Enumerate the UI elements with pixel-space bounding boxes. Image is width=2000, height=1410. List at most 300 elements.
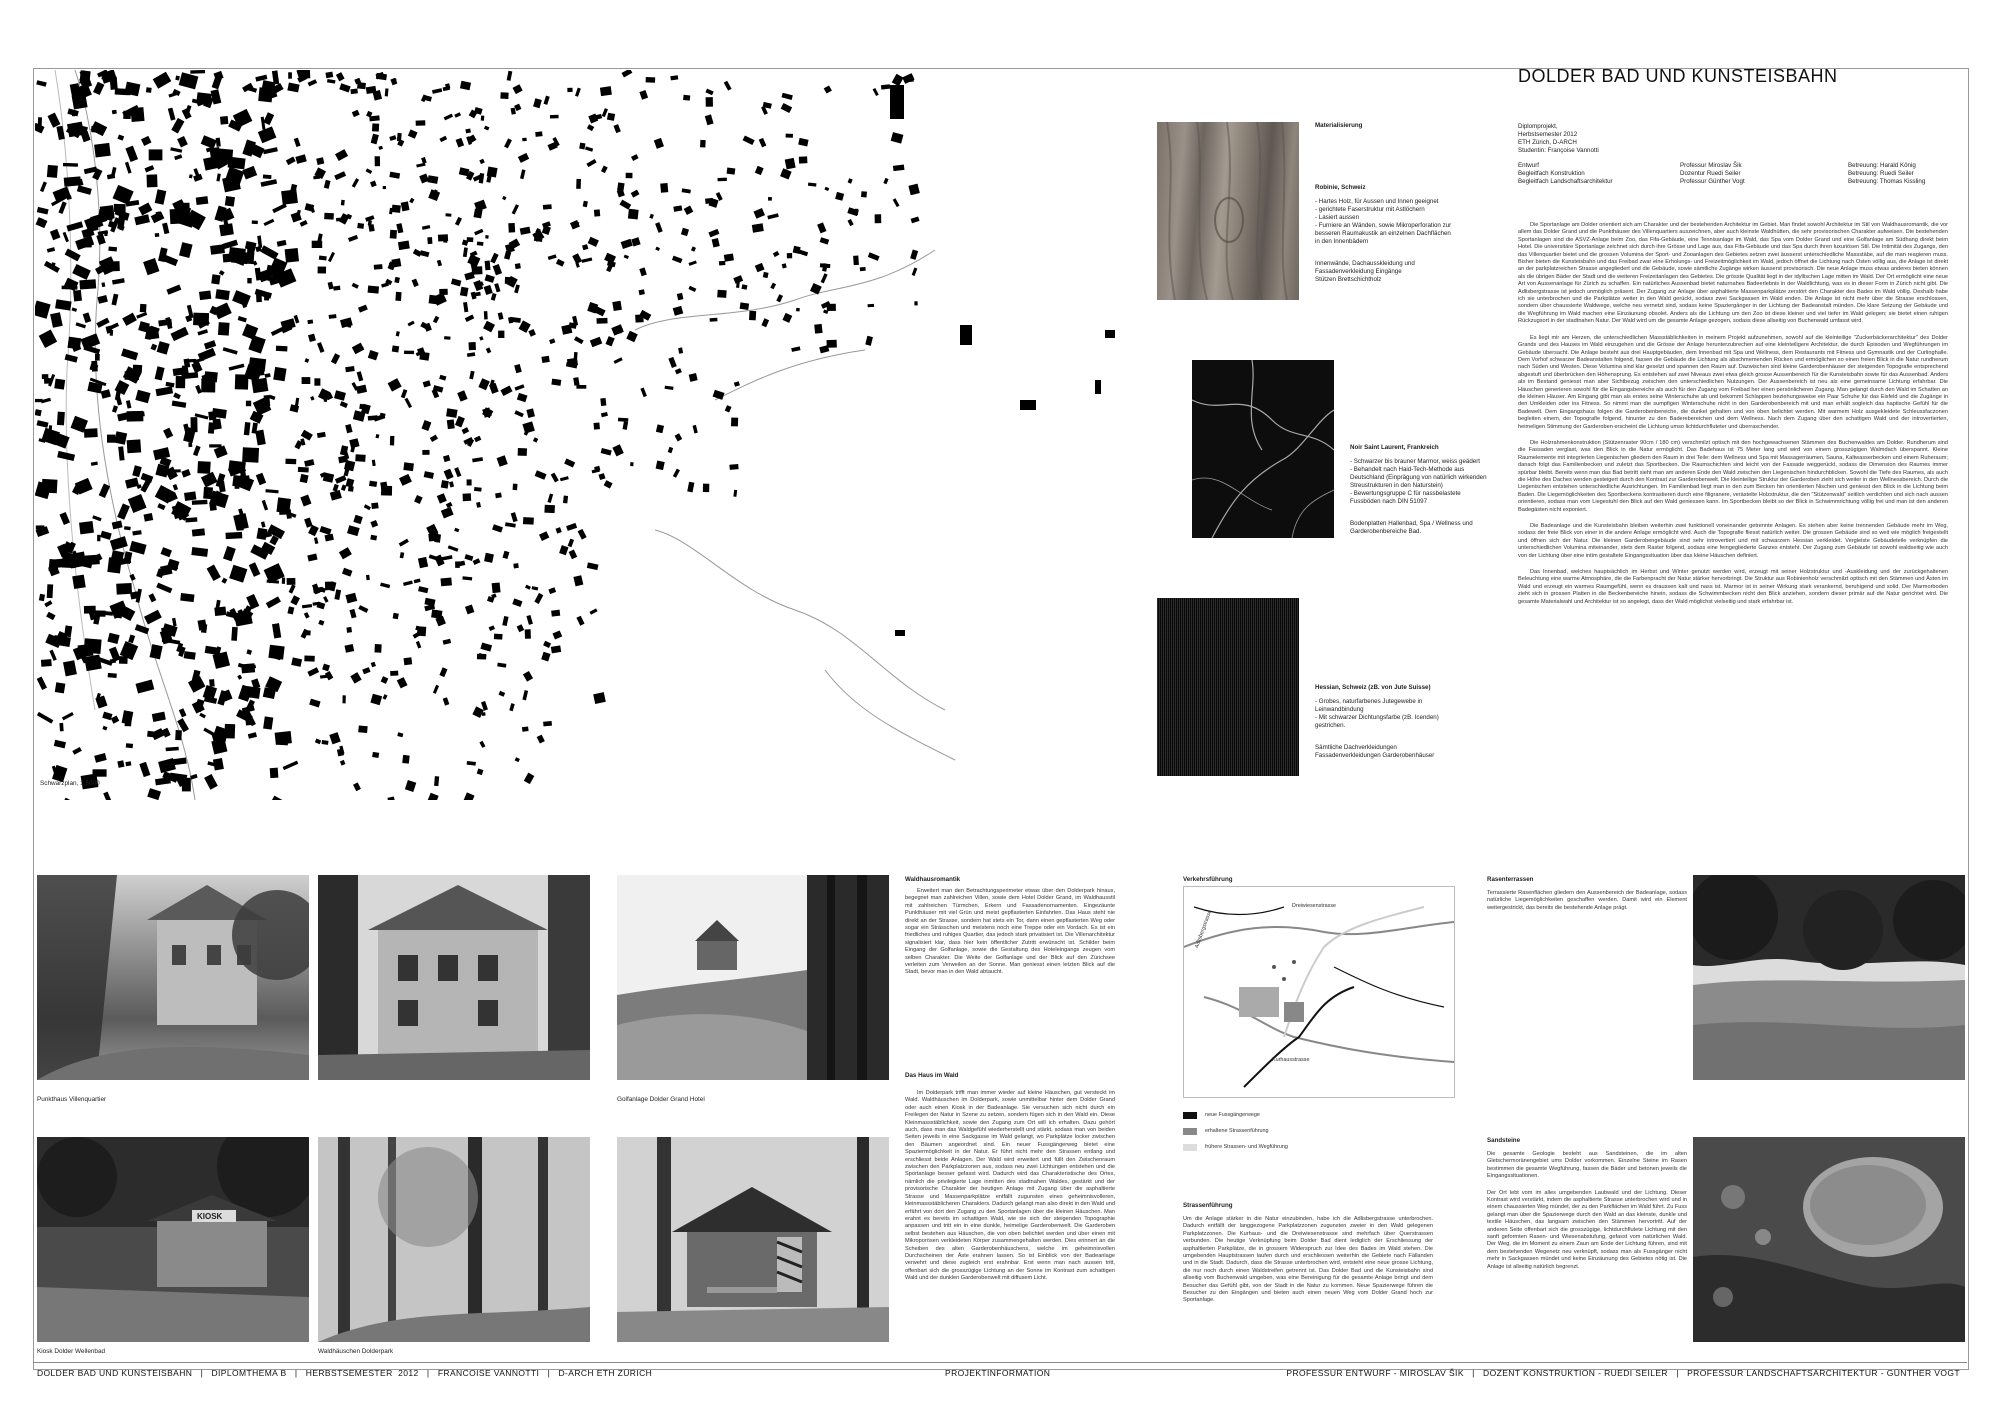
- building-footprint: [500, 385, 512, 396]
- building-footprint: [600, 398, 606, 406]
- building-footprint: [412, 279, 419, 287]
- building-footprint: [147, 788, 161, 800]
- building-footprint: [821, 273, 828, 283]
- building-footprint: [485, 261, 491, 271]
- building-footprint: [294, 315, 300, 324]
- building-footprint: [1095, 380, 1101, 394]
- building-footprint: [258, 126, 277, 143]
- building-footprint: [640, 387, 646, 397]
- photo-golfanlage: [617, 875, 889, 1080]
- building-footprint: [507, 71, 513, 81]
- building-footprint: [668, 357, 676, 368]
- building-footprint: [102, 726, 107, 731]
- building-footprint: [375, 156, 380, 166]
- building-footprint: [547, 494, 553, 503]
- building-footprint: [304, 459, 314, 467]
- material-2-name: Noir Saint Laurent, Frankreich: [1350, 444, 1439, 451]
- building-footprint: [62, 798, 79, 800]
- building-footprint: [439, 375, 446, 381]
- building-footprint: [418, 557, 428, 568]
- building-footprint: [408, 129, 418, 138]
- building-footprint: [705, 114, 714, 125]
- building-footprint: [138, 203, 152, 216]
- photo-forest-hut-art: [617, 1137, 889, 1342]
- building-footprint: [157, 341, 170, 355]
- building-footprint: [300, 474, 309, 483]
- building-footprint: [249, 562, 261, 577]
- building-footprint: [117, 760, 124, 768]
- building-footprint: [518, 153, 529, 163]
- building-footprint: [263, 147, 278, 154]
- building-footprint: [646, 77, 656, 83]
- building-footprint: [90, 213, 107, 226]
- building-footprint: [208, 411, 216, 420]
- building-footprint: [713, 390, 725, 400]
- building-footprint: [517, 393, 528, 402]
- building-footprint: [175, 730, 182, 740]
- building-footprint: [370, 694, 382, 705]
- building-footprint: [79, 279, 96, 289]
- footer-center: PROJEKTINFORMATION: [945, 1368, 1051, 1378]
- building-footprint: [392, 345, 399, 352]
- building-footprint: [350, 89, 358, 95]
- building-footprint: [91, 361, 98, 372]
- building-footprint: [366, 168, 373, 174]
- building-footprint: [601, 166, 608, 174]
- building-footprint: [768, 197, 772, 201]
- building-footprint: [305, 358, 310, 363]
- building-footprint: [112, 520, 123, 529]
- building-footprint: [162, 223, 169, 234]
- building-footprint: [430, 435, 438, 442]
- building-footprint: [380, 482, 387, 490]
- building-footprint: [334, 589, 341, 600]
- building-footprint: [467, 352, 475, 357]
- building-footprint: [342, 695, 345, 703]
- building-footprint: [477, 769, 484, 776]
- building-footprint: [191, 547, 208, 557]
- building-footprint: [237, 675, 242, 680]
- photo-sandstone: [1693, 1137, 1965, 1342]
- building-footprint: [427, 237, 432, 244]
- building-footprint: [63, 232, 69, 242]
- building-footprint: [219, 270, 225, 276]
- building-footprint: [498, 691, 505, 697]
- building-footprint: [107, 633, 119, 644]
- building-footprint: [110, 658, 116, 663]
- building-footprint: [422, 225, 430, 230]
- sandsteine-section: [1487, 1137, 1687, 1280]
- building-footprint: [174, 154, 182, 160]
- building-footprint: [136, 680, 155, 694]
- building-footprint: [484, 126, 489, 131]
- building-footprint: [396, 223, 403, 233]
- building-footprint: [478, 378, 489, 390]
- building-footprint: [687, 482, 694, 493]
- building-footprint: [414, 495, 423, 504]
- building-footprint: [515, 757, 520, 762]
- building-footprint: [380, 583, 390, 589]
- building-footprint: [533, 437, 538, 442]
- building-footprint: [395, 292, 401, 301]
- building-footprint: [319, 256, 327, 261]
- building-footprint: [304, 612, 310, 619]
- building-footprint: [628, 209, 639, 220]
- building-footprint: [184, 651, 196, 660]
- building-footprint: [684, 206, 694, 215]
- photo-villa: [318, 875, 590, 1080]
- building-footprint: [63, 546, 72, 550]
- building-footprint: [568, 539, 574, 548]
- wood-sample-image: [1157, 122, 1299, 300]
- photo-golfanlage-caption: Golfanlage Dolder Grand Hotel: [617, 1096, 705, 1103]
- building-footprint: [472, 457, 483, 462]
- building-footprint: [462, 427, 470, 434]
- building-footprint: [283, 761, 299, 770]
- building-footprint: [493, 264, 502, 275]
- building-footprint: [325, 671, 334, 680]
- building-footprint: [216, 448, 225, 456]
- building-footprint: [433, 685, 439, 694]
- building-footprint: [394, 277, 400, 283]
- building-footprint: [403, 462, 414, 471]
- building-footprint: [467, 254, 480, 266]
- building-footprint: [893, 165, 905, 172]
- building-footprint: [261, 179, 278, 187]
- building-footprint: [590, 608, 598, 614]
- building-footprint: [257, 236, 262, 249]
- building-footprint: [437, 493, 447, 503]
- building-footprint: [688, 286, 696, 292]
- building-footprint: [631, 190, 640, 198]
- building-footprint: [820, 237, 830, 244]
- building-footprint: [749, 311, 756, 321]
- building-footprint: [229, 565, 247, 583]
- building-footprint: [103, 792, 113, 800]
- building-footprint: [335, 475, 347, 484]
- building-footprint: [65, 354, 78, 363]
- body-paragraph: Die Sportanlage am Dolder orientiert sich am Charakter und der bestehenden Architektur im Gebiet. Man findet sowohl Architektur im Stil von Waldhausromantik, die vor allem das Dolder Grand und die Punkthäuser des Villenquartiers auszeichnen, aber auch kleinste Waldhütten, die sehr provisorischen Charakter aufweisen. Die bestehenden Sportanlagen sind die ASVZ-Anlage beim Zoo, das Fifa-Gebäude, eine Tennisanlage im Wald, das Spa vom Dolder Grand und eine Golfanlage am Südhang direkt beim Hotel. Die universitäre Sportanlage zeichnet sich durch ihre Grösse und Lage aus, das Fifa-Gebäude und das Spa durch ihren luxuriösen Stil. Die Intimität des Zugangs, den das Villenquartier bietet und die grossen Volumina der Sport- und Zooanlagen des Gebietes setzen zwei äusserst unterschiedliche Massstäbe, auf die man reagieren muss. Bisher bieten die Kunsteisbahn und das Freibad zwar eine Erholungs- und Freizeitmöglichkeit im Wald, jedoch öffnet die Lichtung nach Osten völlig aus, die Anlage ist direkt an der parkplatzreichen Strasse angegliedert und die Gebäude, sowie sämtliche Zugänge wirken äusserst provisorisch. Die neue Anlage muss etwas anderes bieten können als die übrigen Bäder der Stadt und die weiteren Freizeitanlagen des Gebietes. Die grösste Qualität liegt in der idyllischen Lage mitten im Wald. Der Ort ermöglicht eine neue Art von Aussenanlage für Zürich zu schaffen. Ein natürliches Aussenbad bietet naturnahes Badeerlebnis in der Waldlichtung, was es in dieser Form in Zürich nicht gibt. Die Adlisbergstrasse ist jedoch unmöglich präsent. Der Zugang zur Anlage über asphaltierte Massenparkplätze zerstört den Charakter des Bades im Wald völlig. Deshalb habe ich sie unterbrochen und die Parkplätze weiter in den Wald gerückt, sodass zwei Sackgassen im Wald enden. Die Anlage ist nicht mehr über die Strasse erschlossen, sondern über chaussierte Waldwege, welche neu vernetzt sind, sodass keine Spaziergänger in der Lichtung der Badeanstalt münden. Die klare Setzung der Gebäude und die Wegführung im Wald machen eine Einzäunung obsolet. Anders als die Lichtung um den Zoo ist diese kleiner und viel tiefer im Wald gelegen; sie bietet einen ruhigen Rückzugsort in der stadtnahen Natur. Der Wald wird um die gesamte Anlage gezogen, sodass diese allseitig von Buchenwald umfasst wird.: [1518, 222, 1948, 325]
- building-footprint: [705, 89, 713, 96]
- building-footprint: [520, 227, 531, 235]
- building-footprint: [40, 182, 47, 193]
- building-footprint: [324, 213, 334, 220]
- building-footprint: [497, 663, 506, 668]
- building-footprint: [91, 126, 104, 133]
- building-footprint: [359, 404, 365, 410]
- building-footprint: [260, 245, 278, 259]
- building-footprint: [566, 523, 577, 531]
- building-footprint: [477, 654, 486, 660]
- building-footprint: [673, 306, 684, 316]
- building-footprint: [151, 344, 158, 351]
- building-footprint: [502, 616, 508, 626]
- building-footprint: [347, 525, 360, 536]
- building-footprint: [116, 583, 132, 595]
- building-footprint: [524, 773, 535, 784]
- building-footprint: [37, 712, 53, 724]
- building-footprint: [513, 563, 519, 568]
- building-footprint: [480, 643, 492, 652]
- building-footprint: [117, 503, 130, 519]
- building-footprint: [705, 198, 713, 204]
- building-footprint: [427, 175, 438, 184]
- building-footprint: [604, 253, 616, 264]
- building-footprint: [660, 183, 668, 193]
- building-footprint: [716, 192, 723, 201]
- building-footprint: [895, 630, 905, 636]
- building-footprint: [518, 448, 527, 456]
- building-footprint: [492, 524, 503, 532]
- building-footprint: [232, 475, 241, 487]
- building-footprint: [544, 96, 550, 105]
- building-footprint: [508, 223, 515, 233]
- building-footprint: [454, 467, 461, 477]
- building-footprint: [391, 258, 401, 267]
- building-footprint: [474, 487, 482, 492]
- building-footprint: [323, 596, 328, 603]
- building-footprint: [725, 405, 732, 412]
- building-footprint: [171, 327, 189, 341]
- building-footprint: [300, 495, 311, 507]
- building-footprint: [635, 314, 644, 322]
- building-footprint: [817, 222, 826, 233]
- building-footprint: [247, 278, 251, 283]
- building-footprint: [473, 209, 482, 219]
- building-footprint: [229, 364, 245, 371]
- building-footprint: [649, 214, 654, 219]
- building-footprint: [352, 178, 359, 188]
- building-footprint: [868, 304, 875, 307]
- building-footprint: [910, 250, 918, 260]
- building-footprint: [417, 626, 426, 636]
- building-footprint: [96, 318, 109, 328]
- building-footprint: [162, 254, 178, 266]
- building-footprint: [111, 167, 117, 178]
- building-footprint: [731, 418, 738, 427]
- marble-veins: [1192, 360, 1334, 538]
- building-footprint: [467, 761, 476, 766]
- building-footprint: [1105, 330, 1115, 338]
- building-footprint: [371, 502, 378, 509]
- building-footprint: [405, 398, 413, 408]
- building-footprint: [324, 180, 331, 189]
- building-footprint: [141, 136, 151, 146]
- building-footprint: [626, 331, 637, 342]
- sandsteine-heading: Sandsteine: [1487, 1137, 1521, 1144]
- building-footprint: [710, 318, 718, 322]
- building-footprint: [600, 86, 612, 96]
- body-paragraph: Das Innenbad, welches hauptsächlich im Herbst und Winter genutzt werden wird, erzeugt mit seiner Holzstruktur und -Auskleidung und der zurückgehaltenen Beleuchtung eine warme Atmosphäre, die die Farbenpracht der Natur stärker hervorbringt. Die Struktur aus Robinienholz verschmilzt optisch mit den Stämmen und Ästen im Wald und erzeugt ein warmes Raumgefühl, wenn es draussen kalt und nass ist. Marmor ist in seiner Wirkung stark verankernd, beruhigend und solid. Der Marmorboden zieht sich in grossen Platten in die Beckenbereiche hinein, sodass die Schwimmbecken nicht den Blick anziehen, sondern dieser primär auf die Natur gerichtet wird. Die gesamte Materialwahl und Architektur ist so angelegt, dass der Wald möglichst vielseitig und stark erfahrbar ist.: [1518, 569, 1948, 605]
- building-footprint: [201, 624, 207, 633]
- building-footprint: [446, 408, 458, 418]
- building-footprint: [585, 146, 593, 151]
- building-footprint: [416, 641, 422, 649]
- building-footprint: [246, 401, 251, 407]
- building-footprint: [201, 378, 215, 392]
- building-footprint: [626, 173, 633, 178]
- photo-punkthaus-art: [37, 875, 309, 1080]
- building-footprint: [318, 620, 324, 626]
- building-footprint: [140, 304, 147, 312]
- building-footprint: [474, 292, 481, 297]
- building-footprint: [330, 490, 342, 501]
- building-footprint: [505, 522, 516, 527]
- building-footprint: [216, 173, 220, 181]
- material-3-use: Sämtliche Dachverkleidungen Fassadenverkleidungen Garderobenhäuser: [1315, 744, 1435, 759]
- building-footprint: [503, 551, 510, 559]
- building-footprint: [848, 219, 854, 226]
- building-footprint: [190, 774, 198, 780]
- building-footprint: [561, 324, 572, 334]
- building-footprint: [121, 348, 138, 360]
- building-footprint: [97, 295, 107, 304]
- building-footprint: [191, 361, 202, 373]
- building-footprint: [37, 677, 47, 691]
- building-footprint: [523, 671, 533, 682]
- building-footprint: [724, 253, 734, 261]
- building-footprint: [576, 179, 581, 189]
- building-footprint: [623, 421, 629, 430]
- building-footprint: [322, 664, 330, 672]
- building-footprint: [668, 447, 673, 453]
- building-footprint: [793, 246, 801, 254]
- building-footprint: [672, 256, 683, 264]
- building-footprint: [520, 169, 525, 179]
- building-footprint: [691, 246, 696, 251]
- building-footprint: [307, 553, 317, 561]
- building-footprint: [474, 229, 483, 236]
- building-footprint: [574, 352, 578, 361]
- building-footprint: [543, 721, 552, 726]
- building-footprint: [211, 274, 220, 284]
- building-footprint: [345, 644, 355, 653]
- building-footprint: [740, 302, 750, 310]
- building-footprint: [438, 234, 448, 241]
- building-footprint: [48, 113, 61, 128]
- building-footprint: [218, 322, 230, 336]
- building-footprint: [656, 461, 665, 471]
- building-footprint: [172, 618, 177, 627]
- building-footprint: [389, 172, 400, 179]
- building-footprint: [485, 235, 489, 239]
- building-footprint: [824, 85, 832, 93]
- building-footprint: [593, 692, 606, 704]
- project-meta: [1518, 123, 1599, 155]
- building-footprint: [44, 600, 52, 607]
- building-footprint: [606, 336, 615, 346]
- building-footprint: [78, 644, 94, 657]
- building-footprint: [670, 75, 678, 80]
- building-footprint: [639, 90, 648, 100]
- building-footprint: [149, 149, 163, 160]
- waldhaus-section: [905, 876, 1115, 986]
- building-footprint: [94, 610, 106, 616]
- building-footprint: [848, 178, 853, 184]
- building-footprint: [490, 253, 498, 264]
- building-footprint: [372, 460, 376, 466]
- building-footprint: [449, 481, 454, 487]
- building-footprint: [93, 82, 104, 95]
- building-footprint: [860, 267, 866, 271]
- building-footprint: [41, 659, 52, 667]
- building-footprint: [94, 143, 111, 158]
- building-footprint: [72, 307, 78, 311]
- building-footprint: [724, 81, 732, 91]
- legend-swatch-new-paths: [1183, 1112, 1197, 1119]
- building-footprint: [125, 761, 131, 766]
- material-3-name: Hessian, Schweiz (zB. von Jute Suisse): [1315, 684, 1431, 691]
- building-footprint: [298, 467, 309, 473]
- building-footprint: [619, 200, 631, 210]
- building-footprint: [853, 256, 859, 266]
- building-footprint: [342, 568, 352, 577]
- building-footprint: [594, 422, 600, 429]
- photo-waldhaeuschen: [318, 1137, 590, 1342]
- kiosk-sign-text: KIOSK: [197, 1212, 223, 1221]
- building-footprint: [201, 472, 218, 488]
- building-footprint: [522, 690, 528, 700]
- building-footprint: [513, 484, 518, 491]
- building-footprint: [719, 261, 725, 266]
- building-footprint: [209, 444, 221, 447]
- building-footprint: [83, 312, 92, 323]
- footer-right: PROFESSUR ENTWURF - MIROSLAV ŠIK | DOZENT KONSTRUKTION - RUEDI SEILER | PROFESSUR LANDSCHAFTSARCHITEKTUR - GÜNTHER VOGT: [1286, 1368, 1960, 1378]
- building-footprint: [575, 88, 581, 97]
- building-footprint: [345, 593, 357, 604]
- sandsteine-text-2: Der Ort lebt vom im alles umgebenden Laubwald und der Lichtung. Dieser Kontrast wird verstärkt, indem die asphaltierte Strasse unterbrochen wird und in einem chaussierten Weg mündet, der zu den Parkflächen im Wald führt. Zu Fuss gelangt man über die Spazierwege durch den Wald an das kleinste, dunkle und textile Häuschen, das langsam zwischen den Stämmen hervortritt. Auf der anderen Seite offenbart sich die grosszügige, lichtdurchflutete Lichtung mit den sanft geformten Rasen- und Wiesenabstufung, gefasst vom natürlichen Wald. Der Weg, die im Moment zu einem Zaun am Ende der Lichtung führen, sind mit dem bestehenden Wegenetz neu verknüpft, sodass man als Fussgänger nicht mehr in Sackgassen mündet und keine Einzäunung des Gebietes nötig ist. Die Anlage ist allseitig natürlich begrenzt.: [1487, 1189, 1687, 1270]
- building-footprint: [112, 405, 118, 412]
- building-footprint: [287, 606, 294, 614]
- building-footprint: [199, 713, 206, 719]
- photo-waldhaeuschen-art: [318, 1137, 590, 1342]
- building-footprint: [743, 136, 755, 146]
- building-footprint: [424, 471, 434, 479]
- building-footprint: [682, 188, 691, 193]
- building-footprint: [820, 263, 831, 268]
- building-footprint: [513, 84, 523, 94]
- building-footprint: [339, 83, 350, 92]
- building-footprint: [286, 157, 296, 166]
- professor-line: Dozentur Ruedi Seiler: [1680, 170, 1741, 177]
- building-footprint: [390, 671, 398, 676]
- building-footprint: [525, 629, 531, 639]
- building-footprint: [700, 140, 706, 148]
- building-footprint: [824, 187, 829, 191]
- building-footprint: [526, 408, 535, 418]
- strassen-section: [1183, 1202, 1433, 1314]
- building-footprint: [397, 677, 408, 688]
- building-footprint: [618, 418, 628, 422]
- building-footprint: [220, 116, 228, 125]
- building-footprint: [352, 283, 359, 289]
- building-footprint: [611, 324, 623, 335]
- building-footprint: [339, 547, 352, 559]
- building-footprint: [718, 178, 727, 182]
- building-footprint: [455, 416, 465, 428]
- building-footprint: [357, 371, 364, 381]
- building-footprint: [225, 196, 235, 207]
- building-footprint: [514, 104, 521, 112]
- building-footprint: [439, 289, 448, 295]
- material-3-text: - Grobes, naturfarbenes Jutegewebe in Leinwandbindung - Mit schwarzer Dichtungsfarbe (zB. Icenden) gestrichen.: [1315, 698, 1439, 729]
- building-footprint: [551, 645, 561, 653]
- building-footprint: [689, 260, 697, 265]
- building-footprint: [334, 171, 346, 180]
- building-footprint: [265, 489, 278, 493]
- building-footprint: [786, 134, 793, 138]
- building-footprint: [295, 398, 300, 408]
